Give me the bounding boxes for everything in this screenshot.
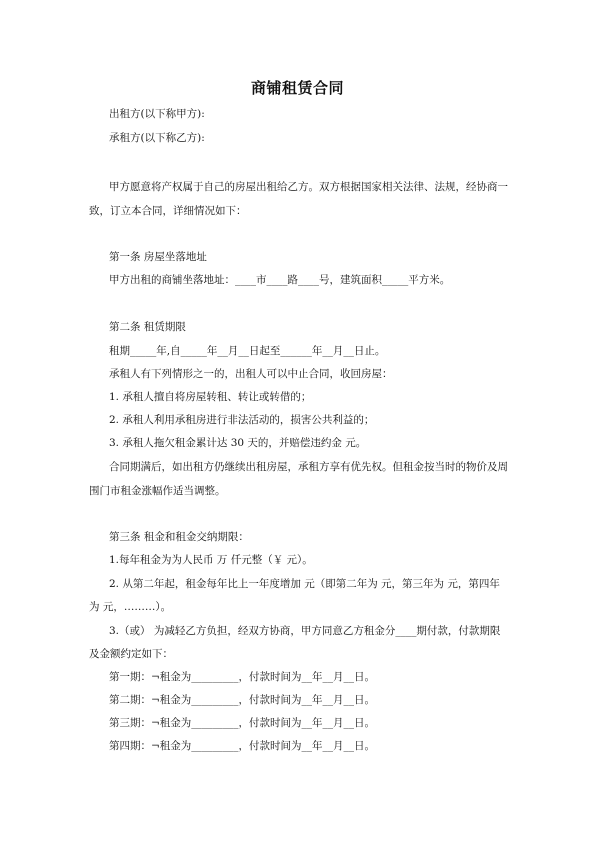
area-blank: _____: [382, 274, 409, 286]
payment-period-1: 第一期：¬租金为_________，付款时间为__年__月__日。: [109, 671, 376, 683]
payment-period-3: 第三期：¬租金为_________，付款时间为__年__月__日。: [109, 717, 376, 729]
address-prefix: 甲方出租的商铺坐落地址：: [109, 274, 235, 286]
article-2-term: 租期_____年,自_____年__月__日起至______年__月__日止。: [109, 345, 386, 357]
article-1-address: [109, 273, 450, 287]
article-2-heading: 第二条 租赁期限: [109, 321, 186, 333]
area-unit: 平方米。: [408, 274, 451, 286]
article-2-expire-line-2: 围门市租金涨幅作适当调整。: [89, 485, 226, 497]
payment-period-2: 第二期：¬租金为_________，付款时间为__年__月__日。: [109, 694, 376, 706]
lessor-line: 出租方(以下称甲方):: [109, 108, 205, 120]
article-2-conditions: 承租人有下列情形之一的，出租人可以中止合同，收回房屋：: [109, 368, 393, 380]
article-2-item-1: 1. 承租人擅自将房屋转租、转让或转借的；: [109, 391, 312, 403]
intro-line-2: 致，订立本合同，详细情况如下：: [89, 205, 247, 217]
area-label: ，建筑面积: [329, 274, 382, 286]
payment-period-4: 第四期：¬租金为_________，付款时间为__年__月__日。: [109, 740, 376, 752]
lessee-line: 承租方(以下称乙方):: [109, 132, 205, 144]
article-3-heading: 第三条 租金和租金交纳期限：: [109, 531, 249, 543]
address-blank: ____市____路____号: [235, 274, 330, 286]
article-2-expire-line-1: 合同期满后，如出租方仍继续出租房屋，承租方享有优先权。但租金按当时的物价及周: [109, 461, 508, 473]
article-3-item-2-line-2: 为 元，………）。: [89, 601, 172, 613]
article-3-item-3-line-1: 3.（或） 为减轻乙方负担，经双方协商，甲方同意乙方租金分____期付款，付款期限: [109, 625, 501, 637]
article-1-heading: 第一条 房屋坐落地址: [109, 251, 207, 263]
article-2-item-3: 3. 承租人拖欠租金累计达 30 天的，并赔偿违约金 元。: [109, 437, 367, 449]
article-3-item-1: 1.每年租金为为人民币 万 仟元整（￥ 元）。: [109, 554, 313, 566]
document-title: 商铺租赁合同: [250, 79, 344, 97]
article-3-item-2-line-1: 2. 从第二年起，租金每年比上一年度增加 元（即第二年为 元，第三年为 元，第四年: [109, 578, 500, 590]
article-2-item-2: 2. 承租人利用承租房进行非法活动的，损害公共利益的；: [109, 414, 375, 426]
intro-line-1: 甲方愿意将产权属于自己的房屋出租给乙方。双方根据国家相关法律、法规，经协商一: [109, 181, 508, 193]
article-3-item-3-line-2: 及金额约定如下：: [89, 648, 173, 660]
